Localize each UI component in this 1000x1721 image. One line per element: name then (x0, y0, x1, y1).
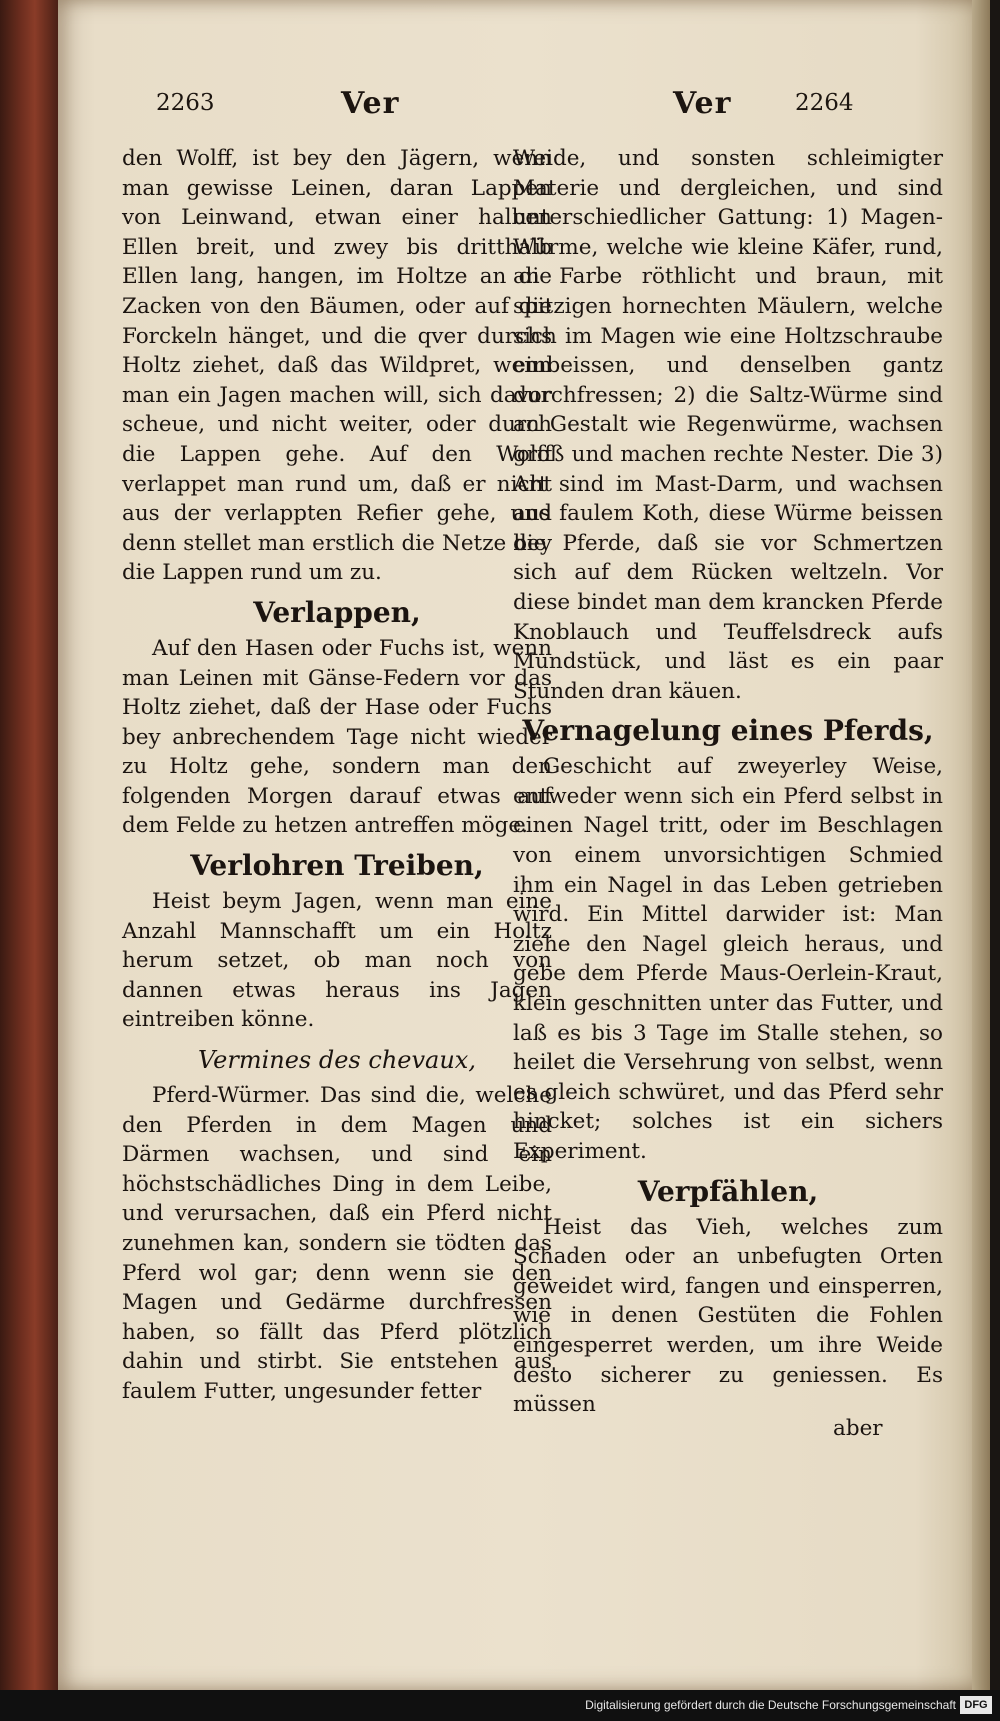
entry-text-vermines-cont: Weide, und sonsten schleimigter Materie und dergleichen, und sind unterschiedlicher Gattung: 1) Magen-Würme, welche wie kleine Käfer, rund, an Farbe röthlicht und braun, mit spitzigen hornechten Mäulern, welche sich im Magen wie eine Holtzschraube einbeissen, und denselben gantz durchfressen; 2) die Saltz-Würme sind an Gestalt wie Regenwürme, wachsen groß und machen rechte Nester. Die 3) Art sind im Mast-Darm, und wachsen aus faulem Koth, diese Würme beissen die Pferde, daß sie vor Schmertzen sich auf dem Rücken weltzeln. Vor diese bindet man dem krancken Pferde Knoblauch und Teuffelsdreck aufs Mundstück, und läst es ein paar Stunden dran käuen. (513, 146, 943, 704)
running-head-right: Ver (673, 86, 732, 121)
entry-text-verlappen-wolf: den Wolff, ist bey den Jägern, wenn man gewisse Leinen, daran Lappen von Leinwand, etwan einer halben Ellen breit, und zwey bis dritthalb Ellen lang, hangen, im Holtze an die Zacken von den Bäumen, oder auf die Forckeln hänget, und die qver durchs Holtz ziehet, daß das Wildpret, wenn man ein Jagen machen will, sich davor scheue, und nicht weiter, oder durch die Lappen gehe. Auf den Wolff verlappet man rund um, daß er nicht aus der verlappten Refier gehe, und denn stellet man erstlich die Netze bey die Lappen rund um zu. (122, 146, 552, 586)
right-column (513, 144, 943, 1420)
page-edge (972, 0, 990, 1690)
entry-text-vermines: Pferd-Würmer. Das sind die, welche den Pferden in dem Magen und Därmen wachsen, und sind ein höchstschädliches Ding in dem Leibe, und verursachen, daß ein Pferd nicht zunehmen kan, sondern sie tödten das Pferd wol gar; denn wenn sie den Magen und Gedärme durchfressen haben, so fällt das Pferd plötzlich dahin und stirbt. Sie entstehen aus faulem Futter, ungesunder fetter (122, 1083, 552, 1404)
entry-heading-vermines: Vermines des chevaux, (198, 1046, 476, 1075)
page-number-right: 2264 (795, 90, 854, 116)
book-page-spread (58, 0, 990, 1690)
entry-heading-verlohren-treiben: Verlohren Treiben, (190, 849, 484, 883)
entry-text-verpfaehlen: Heist das Vieh, welches zum Schaden oder an unbefugten Orten geweidet wird, fangen und einsperren, wie in denen Gestüten die Fohlen eingesperret werden, um ihre Weide desto sicherer zu geniessen. Es müssen (513, 1214, 943, 1418)
entry-heading-verlappen: Verlappen, (253, 595, 421, 629)
entry-heading-verpfaehlen: Verpfählen, (637, 1174, 819, 1208)
left-column (122, 144, 552, 1407)
entry-heading-vernagelung: Vernagelung eines Pferds, (522, 714, 934, 748)
catchword: aber (833, 1416, 883, 1441)
book-spine (0, 0, 58, 1721)
funding-credit: Digitalisierung gefördert durch die Deutsche Forschungsgemeinschaft (585, 1698, 956, 1712)
entry-text-vernagelung: Geschicht auf zweyerley Weise, entweder wenn sich ein Pferd selbst in einen Nagel tritt, oder im Beschlagen von einem unvorsichtigen Schmied ihm ein Nagel in das Leben getrieben wird. Ein Mittel darwider ist: Man ziehe den Nagel gleich heraus, und gebe dem Pferde Maus-Oerlein-Kraut, klein geschnitten unter das Futter, und laß es bis 3 Tage im Stalle stehen, so heilet die Versehrung von selbst, wenn es gleich schwüret, und das Pferd sehr hincket; solches ist ein sichers Experiment. (513, 754, 943, 1164)
page-number-left: 2263 (156, 90, 215, 116)
footer-bar (0, 1690, 1000, 1721)
running-head-left: Ver (341, 86, 400, 121)
dfg-logo-icon: DFG (960, 1696, 992, 1714)
entry-text-verlappen: Auf den Hasen oder Fuchs ist, wenn man Leinen mit Gänse-Federn vor das Holtz ziehet, daß der Hase oder Fuchs bey anbrechendem Tage nicht wieder zu Holtz gehe, sondern man den folgenden Morgen darauf etwas auf dem Felde zu hetzen antreffen möge. (122, 635, 552, 839)
entry-text-verlohren-treiben: Heist beym Jagen, wenn man eine Anzahl Mannschafft um ein Holtz herum setzet, ob man noch von dannen etwas heraus ins Jagen eintreiben könne. (122, 889, 552, 1033)
running-header (58, 86, 990, 126)
